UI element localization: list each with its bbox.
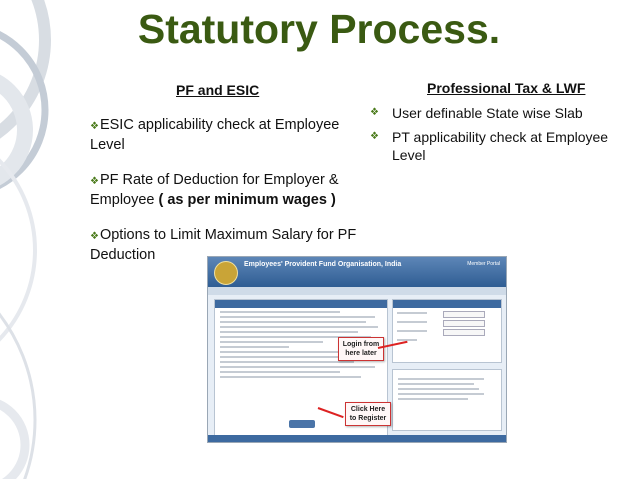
diamond-bullet-icon: ❖: [370, 107, 379, 118]
register-callout: Click Here to Register: [345, 402, 391, 426]
list-item-emphasis: ( as per minimum wages ): [158, 192, 336, 208]
epfo-portal-screenshot: [207, 256, 507, 443]
decorative-arcs: [0, 0, 90, 479]
pt-lwf-list: [370, 104, 620, 170]
login-box-header: [393, 300, 501, 308]
pf-esic-heading: PF and ESIC: [176, 82, 260, 98]
list-item-text: ESIC applicability check at Employee Level: [90, 117, 340, 153]
account-number-field[interactable]: [397, 321, 497, 326]
password-field[interactable]: [397, 330, 497, 335]
pt-lwf-heading: Professional Tax & LWF: [427, 80, 586, 96]
list-item: [370, 128, 620, 164]
list-item-text: PF Rate of Deduction for Employer & Employee: [90, 172, 339, 208]
diamond-bullet-icon: ❖: [90, 231, 99, 242]
login-box: [392, 299, 502, 363]
list-item-text: Options to Limit Maximum Salary for PF Deduction: [90, 227, 357, 263]
slide-title: Statutory Process.: [137, 6, 501, 52]
list-item: [90, 171, 360, 209]
info-box: [392, 369, 502, 431]
diamond-bullet-icon: ❖: [370, 131, 379, 142]
diamond-bullet-icon: ❖: [90, 176, 99, 187]
diamond-bullet-icon: ❖: [90, 121, 99, 132]
login-callout: Login from here later: [338, 337, 384, 361]
portal-nav: [208, 287, 506, 295]
portal-login-panel: [392, 299, 500, 435]
list-item-text: PT applicability check at Employee Level: [392, 129, 609, 163]
list-item: [90, 116, 360, 154]
list-item: [370, 104, 620, 122]
emblem-logo: [214, 261, 238, 285]
portal-org-name: Employees' Provident Fund Organisation, India: [244, 261, 402, 268]
welcome-panel-header: [215, 300, 387, 308]
portal-header: [208, 257, 506, 287]
list-item-text: User definable State wise Slab: [392, 105, 583, 121]
register-button[interactable]: [289, 420, 315, 428]
state-select[interactable]: [397, 312, 497, 317]
portal-footer: [208, 435, 506, 442]
portal-label: Member Portal: [467, 261, 500, 267]
login-row[interactable]: [397, 339, 497, 344]
